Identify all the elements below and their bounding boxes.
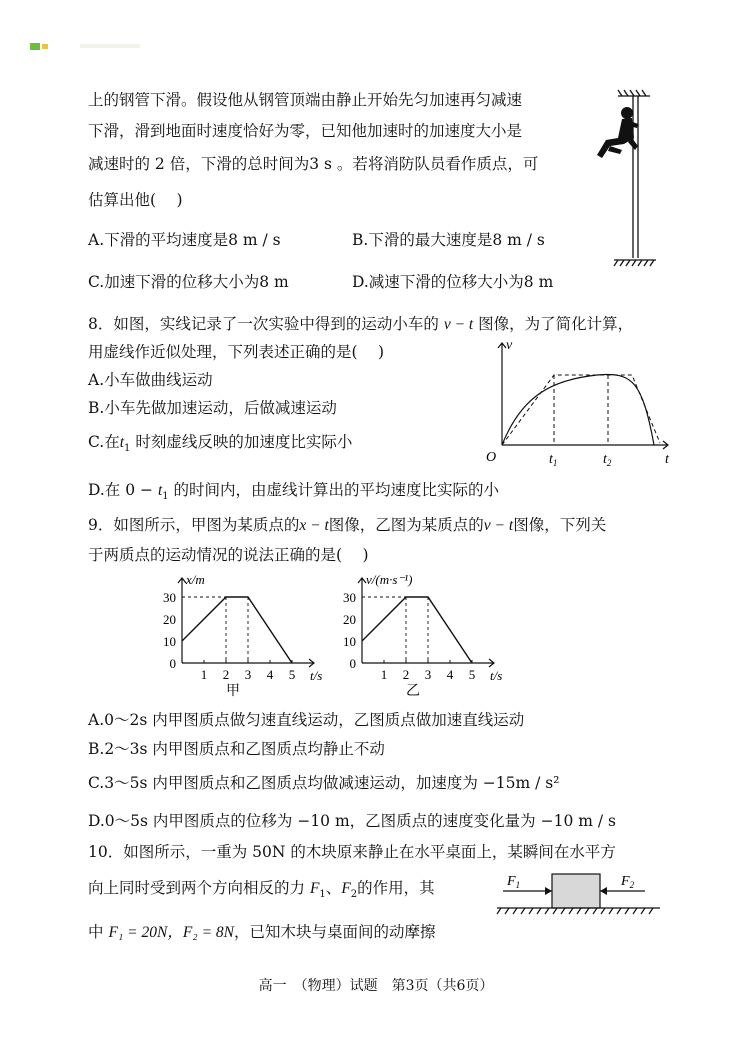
q8-dashed-approx (502, 375, 660, 445)
q8-option-a: A.小车做曲线运动 (88, 371, 213, 389)
x-tick-label: 1 (380, 667, 388, 682)
q10-f1-symbol: F (309, 880, 320, 897)
q9-chart-jia (150, 570, 330, 705)
y-axis-label: x/m (186, 572, 205, 587)
page-footer: 高一 （物理）试题 第3页（共6页） (258, 978, 494, 994)
series-line (362, 597, 472, 663)
y-tick-label: 30 (343, 590, 356, 605)
y-tick-label: 10 (343, 634, 356, 649)
q7-option-a: A.下滑的平均速度是8 m / s (88, 231, 281, 249)
q10-block-diagram (495, 868, 670, 918)
y-tick-label: 30 (163, 590, 176, 605)
header-logo (30, 40, 170, 54)
q9-stem-line-1 (88, 513, 606, 535)
q8-option-d (88, 478, 499, 502)
q10-line-2-tail: 的作用，其 (357, 879, 435, 897)
q10-line-2-pre: 向上同时受到两个方向相反的力 (88, 879, 306, 897)
y-tick-label: 0 (169, 656, 176, 671)
q7-line-3: 减速时的 2 倍，下滑的总时间为3 s 。若将消防队员看作质点，可 (88, 155, 539, 173)
q8-vt-graph (482, 335, 682, 470)
q7-option-b: B.下滑的最大速度是8 m / s (352, 231, 545, 249)
q10-line-3-tail: ，已知木块与桌面间的动摩擦 (234, 923, 436, 941)
q9-option-b: B.2～3s 内甲图质点和乙图质点均静止不动 (88, 740, 385, 758)
x-tick-label: 2 (402, 667, 410, 682)
y-tick-label: 20 (163, 612, 176, 627)
q9-option-a: A.0～2s 内甲图质点做匀速直线运动，乙图质点做加速直线运动 (88, 711, 525, 729)
q10-sep: 、 (325, 879, 342, 897)
q8-option-c-sub: 1 (124, 443, 131, 455)
q10-line-1: 10．如图所示，一重为 50N 的木块原来静止在水平桌面上，某瞬间在水平方 (88, 843, 616, 861)
q10-f1-value: F₁ = 20N， (108, 924, 183, 941)
x-tick-label: 2 (222, 667, 230, 682)
q9-stem-var-2: v − t (483, 517, 514, 534)
q10-line-3-pre: 中 (88, 923, 109, 941)
y-tick-label: 10 (163, 634, 176, 649)
q8-option-d-sub: 1 (162, 491, 169, 503)
q10-f2-value: F₂ = 8N (182, 924, 234, 941)
q9-stem-pre: 9．如图所示，甲图为某质点的 (88, 516, 300, 534)
x-tick-label: 5 (288, 667, 296, 682)
q7-line-4: 估算出他( ) (88, 191, 183, 209)
series-line (182, 597, 292, 663)
q8-option-d-pre: D.在 0 − (88, 481, 158, 499)
firefighter-pole-figure (588, 88, 668, 273)
q8-option-b: B.小车先做加速运动，后做减速运动 (88, 399, 337, 417)
q9-option-c: C.3～5s 内甲图质点和乙图质点均做减速运动，加速度为 −15m / s² (88, 774, 560, 792)
q9-chart-yi (330, 570, 520, 705)
chart-title: 乙 (406, 683, 420, 699)
y-tick-label: 0 (349, 656, 356, 671)
q8-t1-label: $t_1$ (549, 452, 558, 468)
x-tick-label: 4 (446, 667, 454, 682)
x-axis-label: t/s (490, 668, 503, 683)
x-axis-label: t/s (310, 668, 323, 683)
q7-line-1: 上的钢管下滑。假设他从钢管顶端由静止开始先匀加速再匀减速 (88, 91, 523, 109)
q9-stem-tail: 图像，下列关 (513, 516, 607, 534)
q9-stem-var-1: x − t (299, 517, 329, 534)
q8-t-label: t (665, 452, 669, 467)
y-axis-label: v/(m·s⁻¹) (366, 572, 413, 587)
q9-stem-line-2: 于两质点的运动情况的说法正确的是( ) (88, 546, 369, 564)
q10-line-2 (88, 876, 435, 900)
q8-solid-curve (502, 374, 654, 445)
q8-v-label: v (506, 338, 513, 353)
x-tick-label: 3 (424, 667, 432, 682)
q9-option-d: D.0～5s 内甲图质点的位移为 −10 m，乙图质点的速度变化量为 −10 m / s (88, 812, 616, 830)
x-tick-label: 4 (266, 667, 274, 682)
q8-option-c-var: t (119, 434, 125, 451)
q8-stem-line-2: 用虚线作近似处理，下列表述正确的是( ) (88, 343, 385, 361)
q8-stem-var: v − t (443, 316, 474, 333)
q10-line-3 (88, 920, 436, 942)
q8-option-d-post: 的时间内，由虚线计算出的平均速度比实际的小 (168, 481, 500, 499)
q10-f2-symbol: F (341, 880, 351, 897)
q8-t2-label: $t_2$ (603, 452, 612, 468)
q7-line-2: 下滑，滑到地面时速度恰好为零，已知他加速时的加速度大小是 (88, 122, 523, 140)
q8-stem-text: 8．如图，实线记录了一次实验中得到的运动小车的 (88, 315, 439, 333)
q10-f2-sub: 2 (350, 889, 358, 901)
q9-stem-mid: 图像，乙图为某质点的 (328, 516, 484, 534)
wooden-block (552, 874, 600, 908)
q8-option-c (88, 430, 352, 454)
x-tick-label: 1 (200, 667, 208, 682)
chart-title: 甲 (226, 683, 240, 699)
q7-option-c: C.加速下滑的位移大小为8 m (88, 273, 289, 291)
q8-option-c-post: 时刻虚线反映的加速度比实际小 (130, 433, 353, 451)
x-tick-label: 3 (244, 667, 252, 682)
q8-stem-tail: 图像，为了简化计算， (478, 315, 634, 333)
force-f1-label: $F_1$ (507, 874, 521, 890)
q8-option-c-pre: C.在 (88, 433, 120, 451)
q8-stem-line-1 (88, 312, 633, 334)
force-f2-label: $F_2$ (621, 874, 635, 890)
q8-option-d-var: t (157, 482, 163, 499)
q7-option-d: D.减速下滑的位移大小为8 m (352, 273, 554, 291)
q8-origin-label: O (486, 450, 497, 465)
q10-f1-sub: 1 (319, 889, 326, 901)
y-tick-label: 20 (343, 612, 356, 627)
x-tick-label: 5 (468, 667, 476, 682)
